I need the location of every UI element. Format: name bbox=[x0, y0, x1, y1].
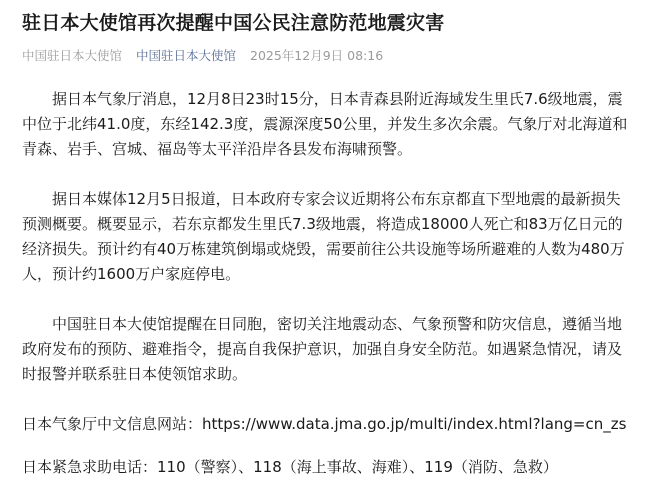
jma-site-url[interactable]: https://www.data.jma.go.jp/multi/index.html?lang=cn_zs bbox=[202, 415, 627, 433]
emergency-phone-line: 日本紧急求助电话：110（警察）、118（海上事故、海难）、119（消防、急救） bbox=[22, 458, 558, 476]
publish-date: 2025年12月9日 08:16 bbox=[250, 48, 384, 63]
paragraph-tokyo-forecast: 据日本媒体12月5日报道，日本政府专家会议近期将公布东京都直下型地震的最新损失预测概要。概要显示，若东京都发生里氏7.3级地震，将造成18000人死亡和83万亿日元的经济损失。预计约有40万栋建筑倒塌或烧毁，需要前往公共设施等场所避难的人数为480万人，预计约1600万户家庭停电。 bbox=[22, 190, 625, 283]
jma-site-line bbox=[22, 412, 633, 437]
paragraph-earthquake-report: 据日本气象厅消息，12月8日23时15分，日本青森县附近海域发生里氏7.6级地震，震中位于北纬41.0度，东经142.3度，震源深度50公里，并发生多次余震。气象厅对北海道和青森、岩手、宫城、福岛等太平洋沿岸各县发布海啸预警。 bbox=[22, 90, 628, 158]
paragraph-embassy-reminder: 中国驻日本大使馆提醒在日同胞，密切关注地震动态、气象预警和防灾信息，遵循当地政府发布的预防、避难指令，提高自我保护意识，加强自身安全防范。如遇紧急情况，请及时报警并联系驻日本使领馆求助。 bbox=[22, 315, 623, 383]
article-meta bbox=[22, 47, 633, 65]
article-author: 中国驻日本大使馆 bbox=[22, 48, 123, 63]
article-content bbox=[22, 87, 633, 480]
article-title: 驻日本大使馆再次提醒中国公民注意防范地震灾害 bbox=[22, 12, 445, 34]
account-link[interactable]: 中国驻日本大使馆 bbox=[136, 48, 237, 63]
jma-site-label: 日本气象厅中文信息网站： bbox=[22, 415, 203, 433]
